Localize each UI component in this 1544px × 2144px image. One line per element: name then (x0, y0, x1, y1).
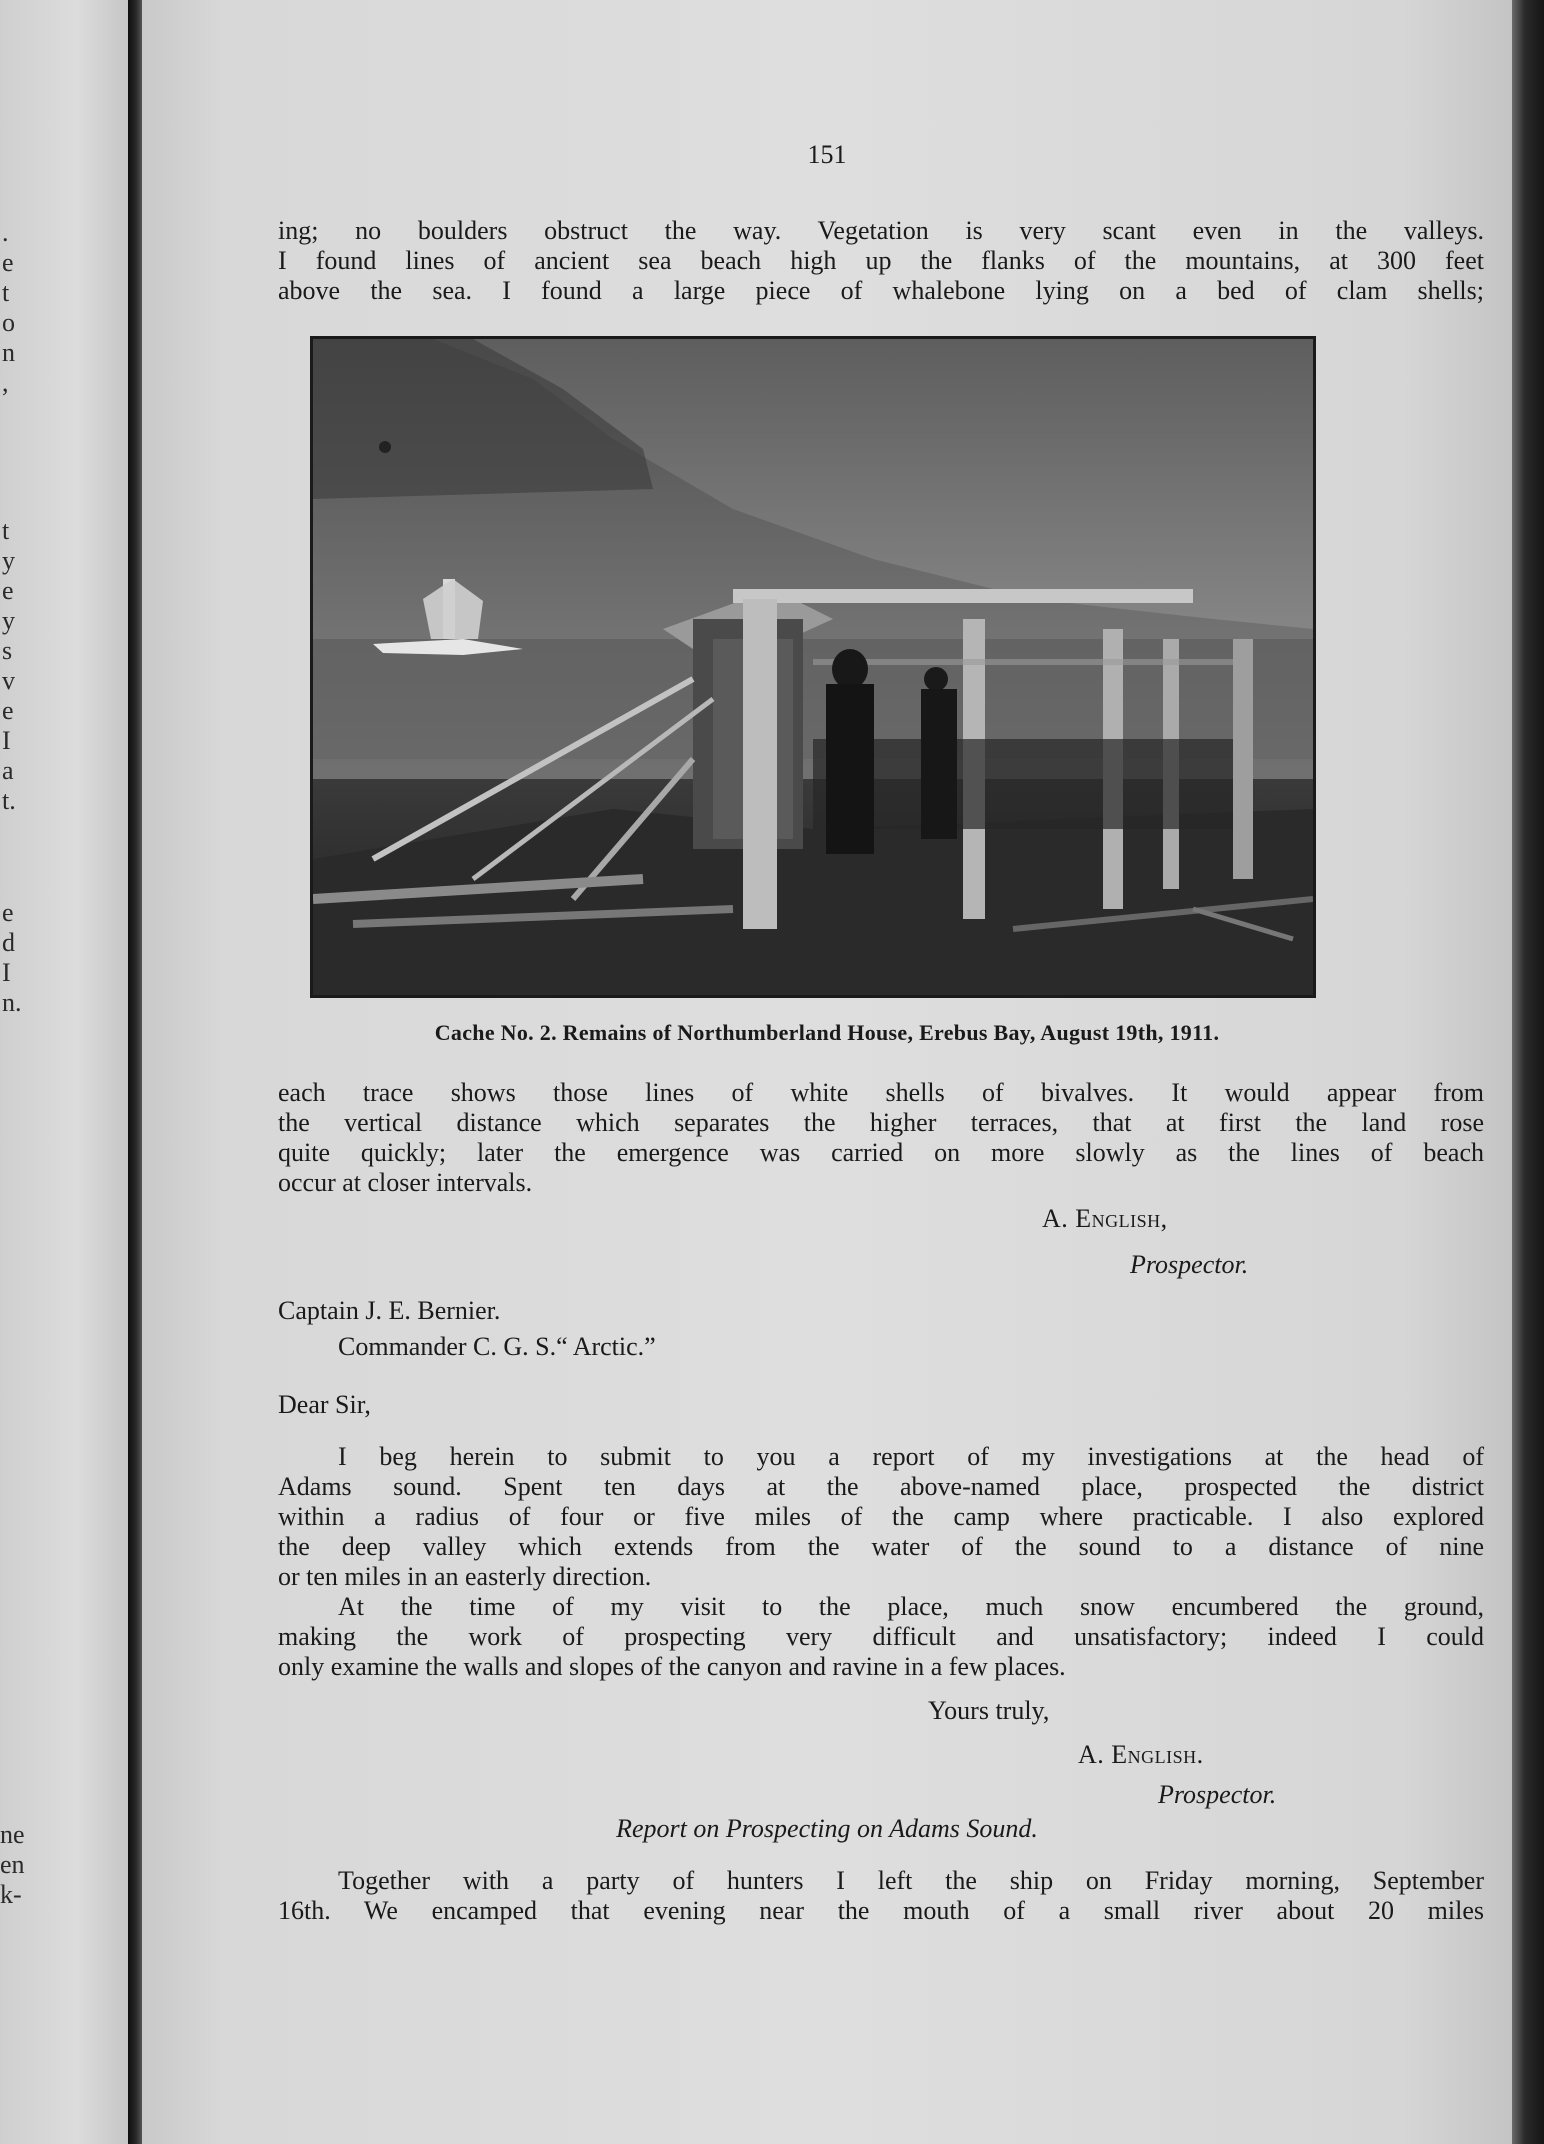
fragment-glyph: k- (0, 1880, 22, 1909)
text-line: the deep valley which extends from the water of the sound to a distance of nine (278, 1532, 1484, 1561)
fragment-glyph: e (2, 696, 14, 725)
fragment-glyph: n (2, 338, 15, 367)
fragment-group-2 (2, 516, 16, 816)
text-line: making the work of prospecting very difficult and unsatisfactory; indeed I could (278, 1622, 1484, 1651)
fragment-group-4 (0, 1820, 25, 1910)
fragment-glyph: y (2, 606, 15, 635)
fragment-glyph: I (2, 958, 11, 987)
fragment-glyph: e (2, 576, 14, 605)
fragment-glyph: v (2, 666, 15, 695)
fragment-glyph: t (2, 278, 10, 307)
text-line: each trace shows those lines of white shells of bivalves. It would appear from (278, 1078, 1484, 1107)
salutation: Dear Sir, (278, 1390, 371, 1419)
fragment-glyph: I (2, 726, 11, 755)
report-paragraph (278, 1866, 1484, 1926)
letter-paragraph-1 (278, 1442, 1484, 1592)
text-line: occur at closer intervals. (278, 1168, 533, 1197)
fragment-glyph: . (2, 218, 9, 247)
text-line: or ten miles in an easterly direction. (278, 1562, 652, 1591)
photo-northumberland-house (313, 339, 1313, 995)
text-line: ing; no boulders obstruct the way. Vegetation is very scant even in the valleys. (278, 216, 1484, 245)
fragment-glyph: a (2, 756, 14, 785)
text-line: within a radius of four or five miles of the camp where practicable. I also explored (278, 1502, 1484, 1531)
letter-paragraph-2 (278, 1592, 1484, 1682)
text-line: 16th. We encamped that evening near the mouth of a small river about 20 miles (278, 1896, 1484, 1925)
photo-caption: Cache No. 2. Remains of Northumberland House, Erebus Bay, August 19th, 1911. (434, 1020, 1220, 1045)
fragment-glyph: , (2, 368, 9, 397)
text-line: I found lines of ancient sea beach high up the flanks of the mountains, at 300 feet (278, 246, 1484, 275)
facing-page-edge (0, 0, 128, 2144)
fragment-glyph: ne (0, 1820, 25, 1849)
signature-title-1: Prospector. (1130, 1250, 1249, 1279)
fragment-glyph: s (2, 636, 13, 665)
page-edge-shadow (1512, 0, 1544, 2144)
fragment-glyph: e (2, 898, 14, 927)
fragment-glyph: en (0, 1850, 25, 1879)
fragment-group-3 (2, 898, 22, 1018)
text-line: At the time of my visit to the place, much snow encumbered the ground, (338, 1592, 1484, 1621)
fragment-glyph: e (2, 248, 14, 277)
continuation-paragraph (278, 1078, 1484, 1198)
report-heading: Report on Prospecting on Adams Sound. (616, 1814, 1038, 1843)
signature-title-2: Prospector. (1158, 1780, 1277, 1809)
fragment-glyph: n. (2, 988, 22, 1017)
signature-name-2: A. English. (1078, 1740, 1204, 1769)
book-page (142, 0, 1512, 2144)
photograph-plate (310, 336, 1316, 998)
text-line: only examine the walls and slopes of the canyon and ravine in a few places. (278, 1652, 1066, 1681)
text-line: the vertical distance which separates the higher terraces, that at first the land rose (278, 1108, 1484, 1137)
intro-paragraph (278, 216, 1484, 306)
text-line: I beg herein to submit to you a report of my investigations at the head of (338, 1442, 1484, 1471)
text-line: Adams sound. Spent ten days at the above-named place, prospected the district (278, 1472, 1484, 1501)
fragment-glyph: y (2, 546, 15, 575)
book-gutter (128, 0, 142, 2144)
text-line: quite quickly; later the emergence was carried on more slowly as the lines of beach (278, 1138, 1484, 1167)
page-number: 151 (807, 140, 847, 169)
closing: Yours truly, (928, 1696, 1050, 1725)
fragment-glyph: t. (2, 786, 16, 815)
fragment-glyph: o (2, 308, 15, 337)
fragment-glyph: d (2, 928, 15, 957)
text-line: above the sea. I found a large piece of whalebone lying on a bed of clam shells; (278, 276, 1484, 305)
text-line: Together with a party of hunters I left the ship on Friday morning, September (338, 1866, 1484, 1895)
address-line-2: Commander C. G. S.“ Arctic.” (338, 1332, 656, 1361)
fragment-glyph: t (2, 516, 10, 545)
fragment-group-1 (2, 218, 15, 398)
address-line-1: Captain J. E. Bernier. (278, 1296, 501, 1325)
signature-name-1: A. English, (1042, 1204, 1168, 1233)
